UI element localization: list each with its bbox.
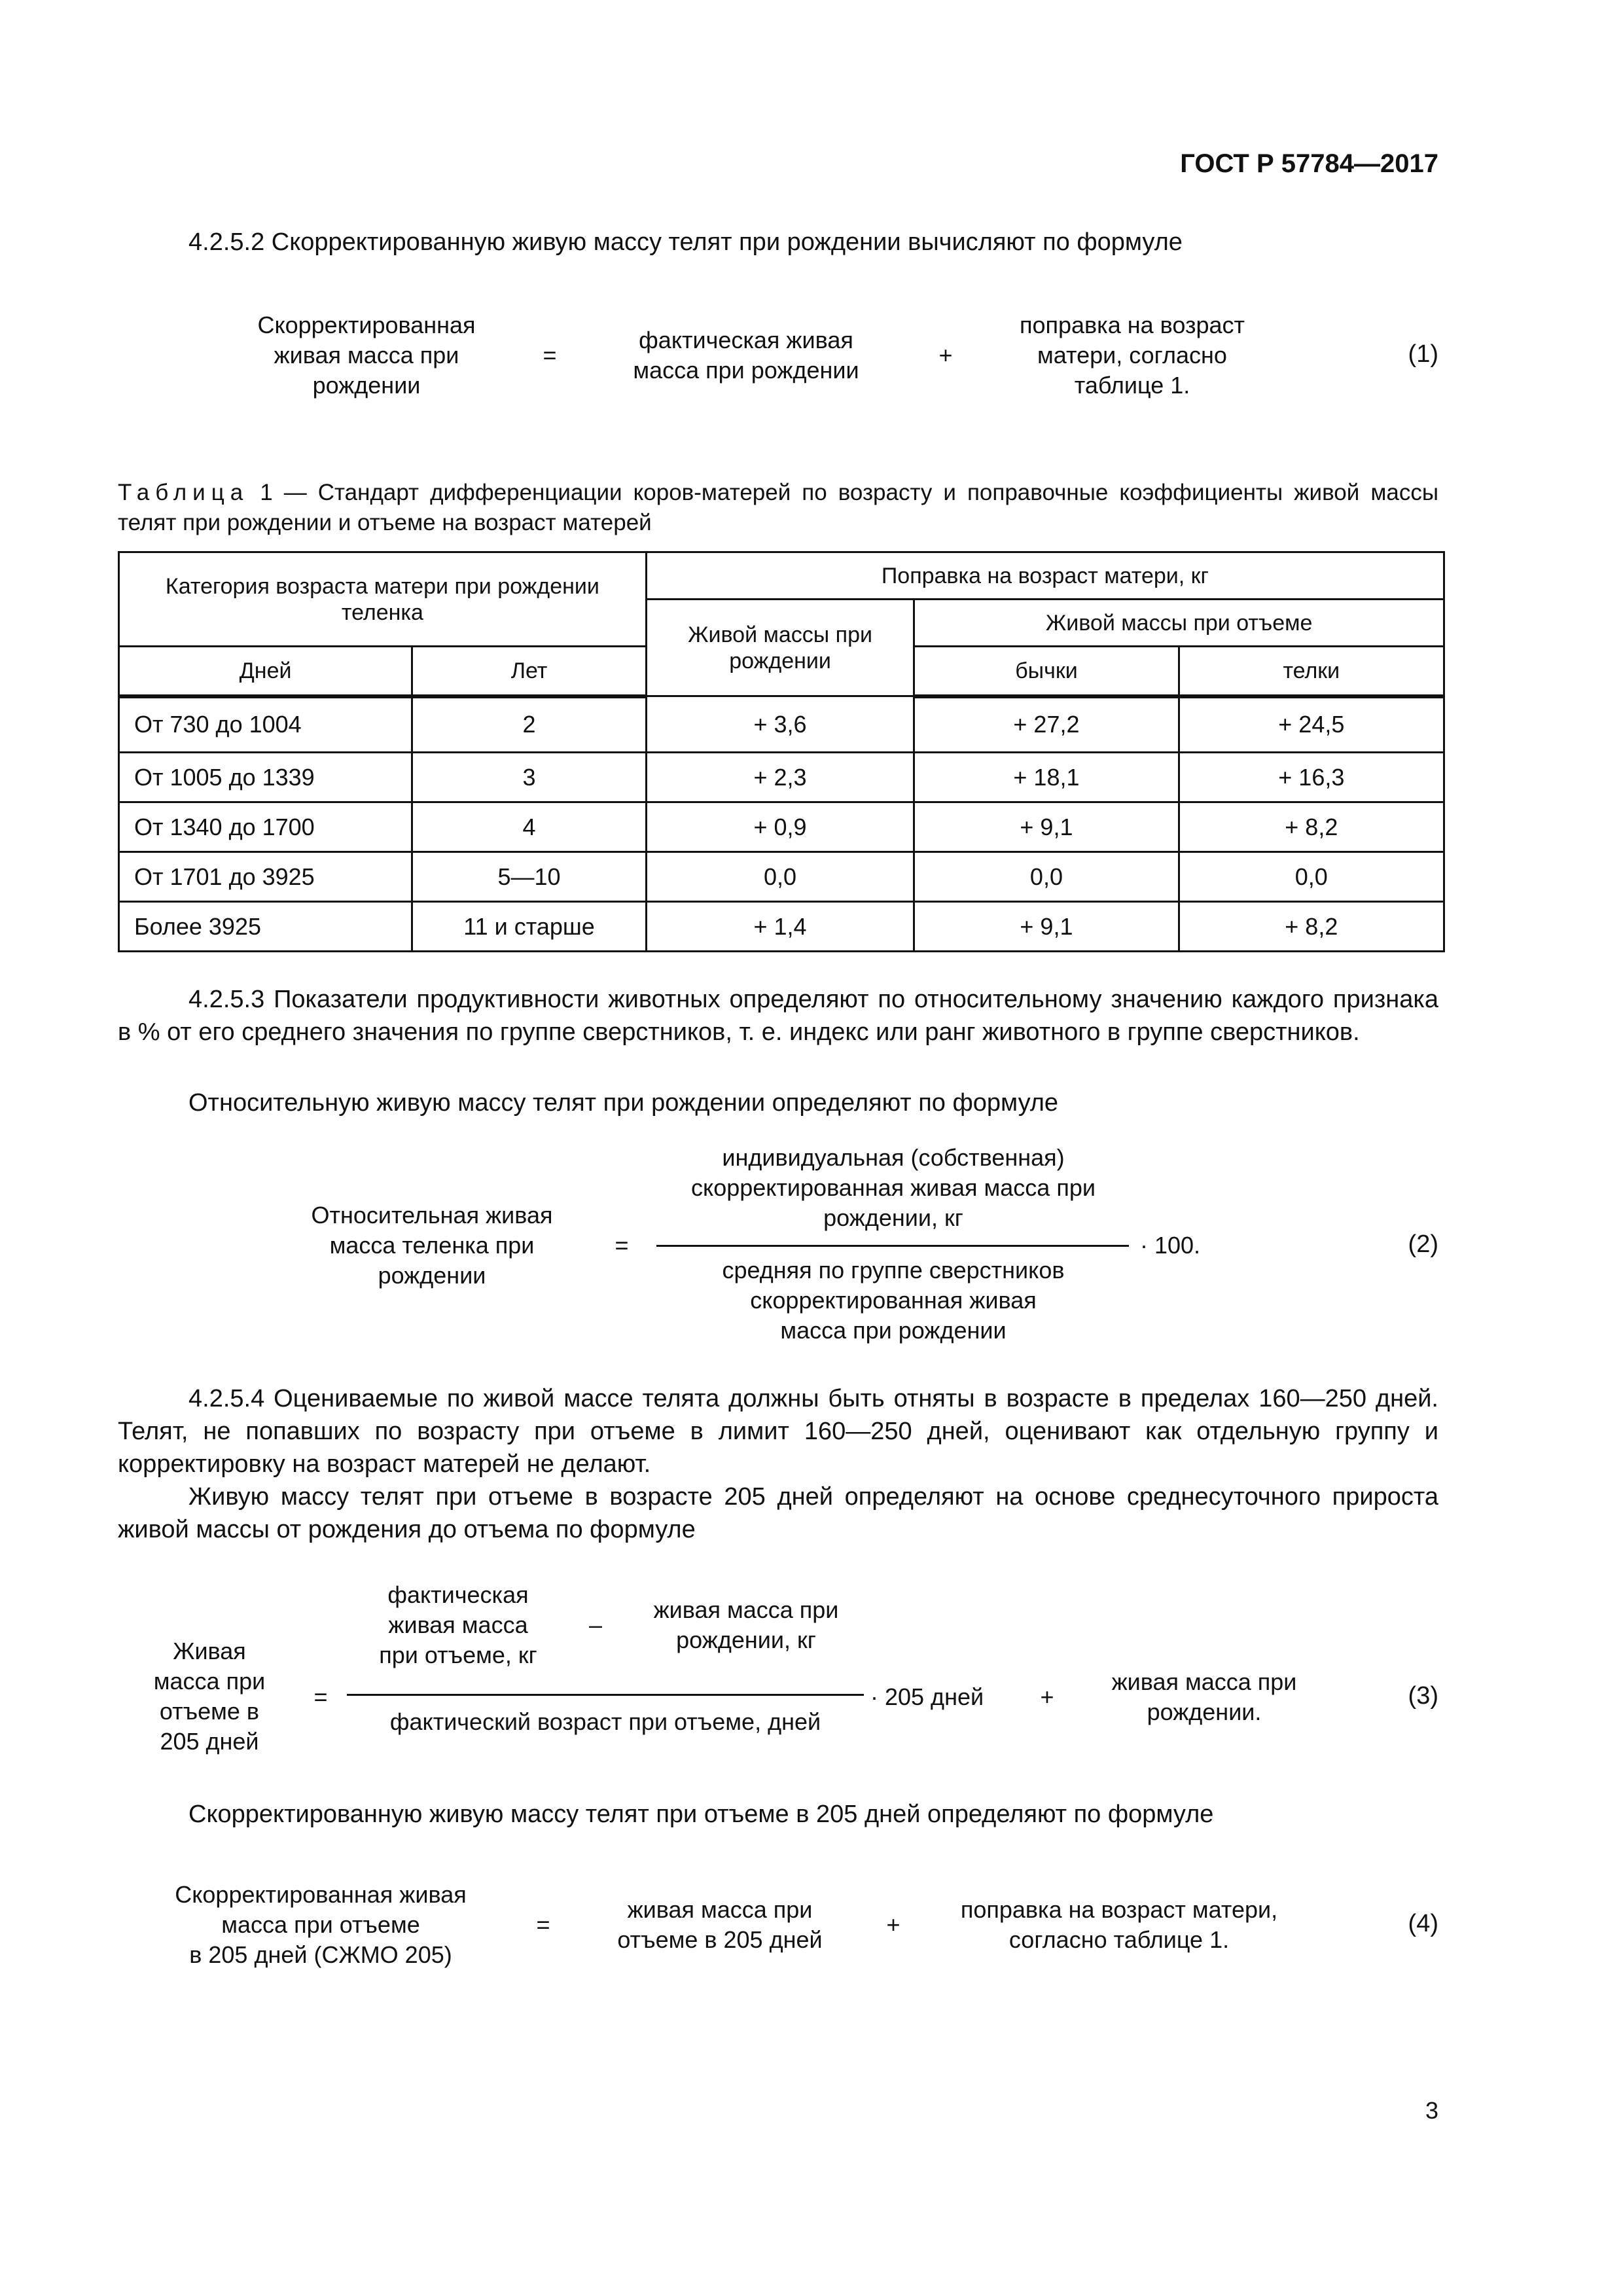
table-row xyxy=(119,753,1444,802)
formula-3-left xyxy=(131,1636,288,1757)
formula-3-denominator: фактический возраст при отъеме, дней xyxy=(389,1708,821,1735)
equation-number: (1) xyxy=(1408,340,1438,368)
formula-text: матери, согласно xyxy=(1037,342,1227,368)
formula-text: Относительная живая xyxy=(311,1202,553,1229)
formula-text: живая масса при xyxy=(653,1596,839,1623)
table-caption-text: 1 — Стандарт дифференциации коров-матерей по возрасту и поправочные коэффициенты живой массы телят при рождении и отъеме на возраст матерей xyxy=(118,480,1438,535)
formula-text: отъеме в 205 дней xyxy=(617,1926,823,1953)
formula-text: в 205 дней (СЖМО 205) xyxy=(189,1941,452,1968)
paragraph-corrected-weaning: Скорректированную живую массу телят при отъеме в 205 дней определяют по формуле xyxy=(188,1801,1214,1828)
formula-text: фактическая живая xyxy=(639,327,853,353)
cell-bulls: + 9,1 xyxy=(914,902,1179,952)
formula-text: масса при xyxy=(153,1668,266,1695)
multiplier-205-days: · 205 дней xyxy=(870,1683,984,1710)
cell-birth: 0,0 xyxy=(646,852,914,902)
plus-sign: + xyxy=(1040,1683,1054,1710)
cell-days: От 1701 до 3925 xyxy=(119,852,412,902)
formula-text: масса теленка при xyxy=(329,1232,535,1259)
equation-number: (2) xyxy=(1408,1230,1438,1258)
formula-text: Скорректированная живая xyxy=(175,1881,467,1908)
formula-text: средняя по группе сверстников xyxy=(722,1257,1065,1283)
plus-sign: + xyxy=(886,1911,901,1938)
formula-text: живая масса при xyxy=(627,1896,813,1923)
paragraph-4-2-5-2: 4.2.5.2 Скорректированную живую массу телят при рождении вычисляют по формуле xyxy=(188,228,1183,256)
formula-4-term-correction xyxy=(929,1895,1309,1955)
paragraph-4-2-5-4: 4.2.5.4 Оцениваемые по живой массе телята должны быть отняты в возрасте в пределах 160—250 дней. Телят, не попавших по возрасту при отъеме в лимит 160—250 дней, оценивают как отдельную группу и корректировку на возраст матерей не делают. xyxy=(118,1385,1438,1478)
cell-bulls: + 9,1 xyxy=(914,802,1179,852)
formula-text: Скорректированная xyxy=(257,312,476,338)
equation-number: (4) xyxy=(1408,1910,1438,1937)
formula-4-left xyxy=(137,1880,504,1970)
fraction-bar xyxy=(347,1694,864,1696)
header-mother-age-category: Категория возраста матери при рождении теленка xyxy=(119,552,647,647)
cell-years: 5—10 xyxy=(412,852,647,902)
formula-1-term-actual xyxy=(609,325,883,386)
cell-bulls: + 18,1 xyxy=(914,753,1179,802)
formula-text: рождении, кг xyxy=(823,1204,963,1231)
table-1 xyxy=(118,551,1445,952)
table-label: Таблица xyxy=(118,480,249,505)
cell-years: 4 xyxy=(412,802,647,852)
cell-birth: + 1,4 xyxy=(646,902,914,952)
cell-years: 11 и старше xyxy=(412,902,647,952)
formula-text: живая масса xyxy=(388,1611,528,1638)
formula-text: таблице 1. xyxy=(1074,372,1190,399)
cell-heifers: 0,0 xyxy=(1179,852,1444,902)
header-weaning-weight: Живой массы при отъеме xyxy=(914,600,1444,647)
header-correction: Поправка на возраст матери, кг xyxy=(646,552,1444,600)
paragraph-4-2-5-3: 4.2.5.3 Показатели продуктивности животных определяют по относительному значению каждого признака в % от его среднего значения по группе сверстников, т. е. индекс или ранг животного в группе сверстников. xyxy=(118,986,1438,1046)
formula-text: поправка на возраст матери, xyxy=(960,1896,1278,1923)
header-bulls: бычки xyxy=(914,647,1179,696)
cell-bulls: 0,0 xyxy=(914,852,1179,902)
formula-4-term-weight xyxy=(589,1895,851,1955)
fraction-bar xyxy=(656,1245,1129,1247)
equals-sign: = xyxy=(536,1911,550,1938)
cell-days: От 1340 до 1700 xyxy=(119,802,412,852)
cell-birth: + 0,9 xyxy=(646,802,914,852)
formula-text: при отъеме, кг xyxy=(379,1641,537,1668)
standard-number: ГОСТ Р 57784—2017 xyxy=(1180,149,1438,178)
header-years: Лет xyxy=(412,647,647,696)
equals-sign: = xyxy=(543,342,557,368)
cell-bulls: + 27,2 xyxy=(914,696,1179,753)
formula-text: 205 дней xyxy=(160,1728,259,1755)
cell-years: 2 xyxy=(412,696,647,753)
formula-text: масса при рождении xyxy=(633,357,859,384)
header-birth-weight: Живой массы при рождении xyxy=(646,600,914,696)
header-days: Дней xyxy=(119,647,412,696)
equals-sign: = xyxy=(313,1683,328,1710)
formula-text: рождении xyxy=(312,372,421,399)
cell-birth: + 3,6 xyxy=(646,696,914,753)
minus-sign: – xyxy=(588,1611,603,1638)
table-1-caption xyxy=(118,478,1438,538)
cell-years: 3 xyxy=(412,753,647,802)
equation-number: (3) xyxy=(1408,1682,1438,1710)
formula-text: Живая xyxy=(173,1638,246,1664)
formula-text: согласно таблице 1. xyxy=(1008,1926,1230,1953)
page-number: 3 xyxy=(1425,2097,1438,2124)
formula-3-term-birth xyxy=(1073,1667,1335,1727)
formula-text: живая масса при xyxy=(1111,1668,1297,1695)
formula-1-term-correction xyxy=(988,310,1276,401)
cell-days: От 730 до 1004 xyxy=(119,696,412,753)
formula-text: индивидуальная (собственная) xyxy=(722,1144,1065,1171)
formula-1-left xyxy=(223,310,510,401)
plus-sign: + xyxy=(938,342,953,368)
paragraph-weaning-weight: Живую массу телят при отъеме в возрасте 205 дней определяют на основе среднесуточного прироста живой массы от рождения до отъема по формуле xyxy=(118,1483,1438,1543)
formula-2-numerator xyxy=(654,1143,1132,1233)
table-row xyxy=(119,852,1444,902)
header-heifers: телки xyxy=(1179,647,1444,696)
cell-days: От 1005 до 1339 xyxy=(119,753,412,802)
formula-2-left xyxy=(281,1200,582,1291)
formula-text: рождении xyxy=(378,1262,486,1289)
formula-text: живая масса при xyxy=(274,342,459,368)
paragraph-relative-weight: Относительную живую массу телят при рождении определяют по формуле xyxy=(188,1089,1059,1117)
formula-3-numerator-birth xyxy=(628,1595,864,1655)
formula-text: скорректированная живая масса при xyxy=(691,1174,1096,1201)
formula-text: отъеме в xyxy=(159,1698,260,1725)
cell-heifers: + 16,3 xyxy=(1179,753,1444,802)
cell-heifers: + 8,2 xyxy=(1179,802,1444,852)
formula-2-denominator xyxy=(654,1255,1132,1346)
cell-heifers: + 8,2 xyxy=(1179,902,1444,952)
formula-text: рождении. xyxy=(1147,1698,1262,1725)
formula-text: рождении, кг xyxy=(676,1626,816,1653)
cell-heifers: + 24,5 xyxy=(1179,696,1444,753)
formula-text: поправка на возраст xyxy=(1019,312,1245,338)
table-row xyxy=(119,696,1444,753)
multiplier-100: · 100. xyxy=(1140,1232,1201,1259)
formula-text: масса при отъеме xyxy=(221,1911,420,1938)
table-row xyxy=(119,902,1444,952)
formula-text: скорректированная живая xyxy=(750,1287,1037,1314)
formula-text: фактическая xyxy=(387,1581,529,1608)
cell-days: Более 3925 xyxy=(119,902,412,952)
table-row xyxy=(119,802,1444,852)
cell-birth: + 2,3 xyxy=(646,753,914,802)
formula-text: масса при рождении xyxy=(780,1317,1007,1344)
formula-3-numerator-actual xyxy=(353,1580,563,1670)
equals-sign: = xyxy=(615,1232,629,1259)
